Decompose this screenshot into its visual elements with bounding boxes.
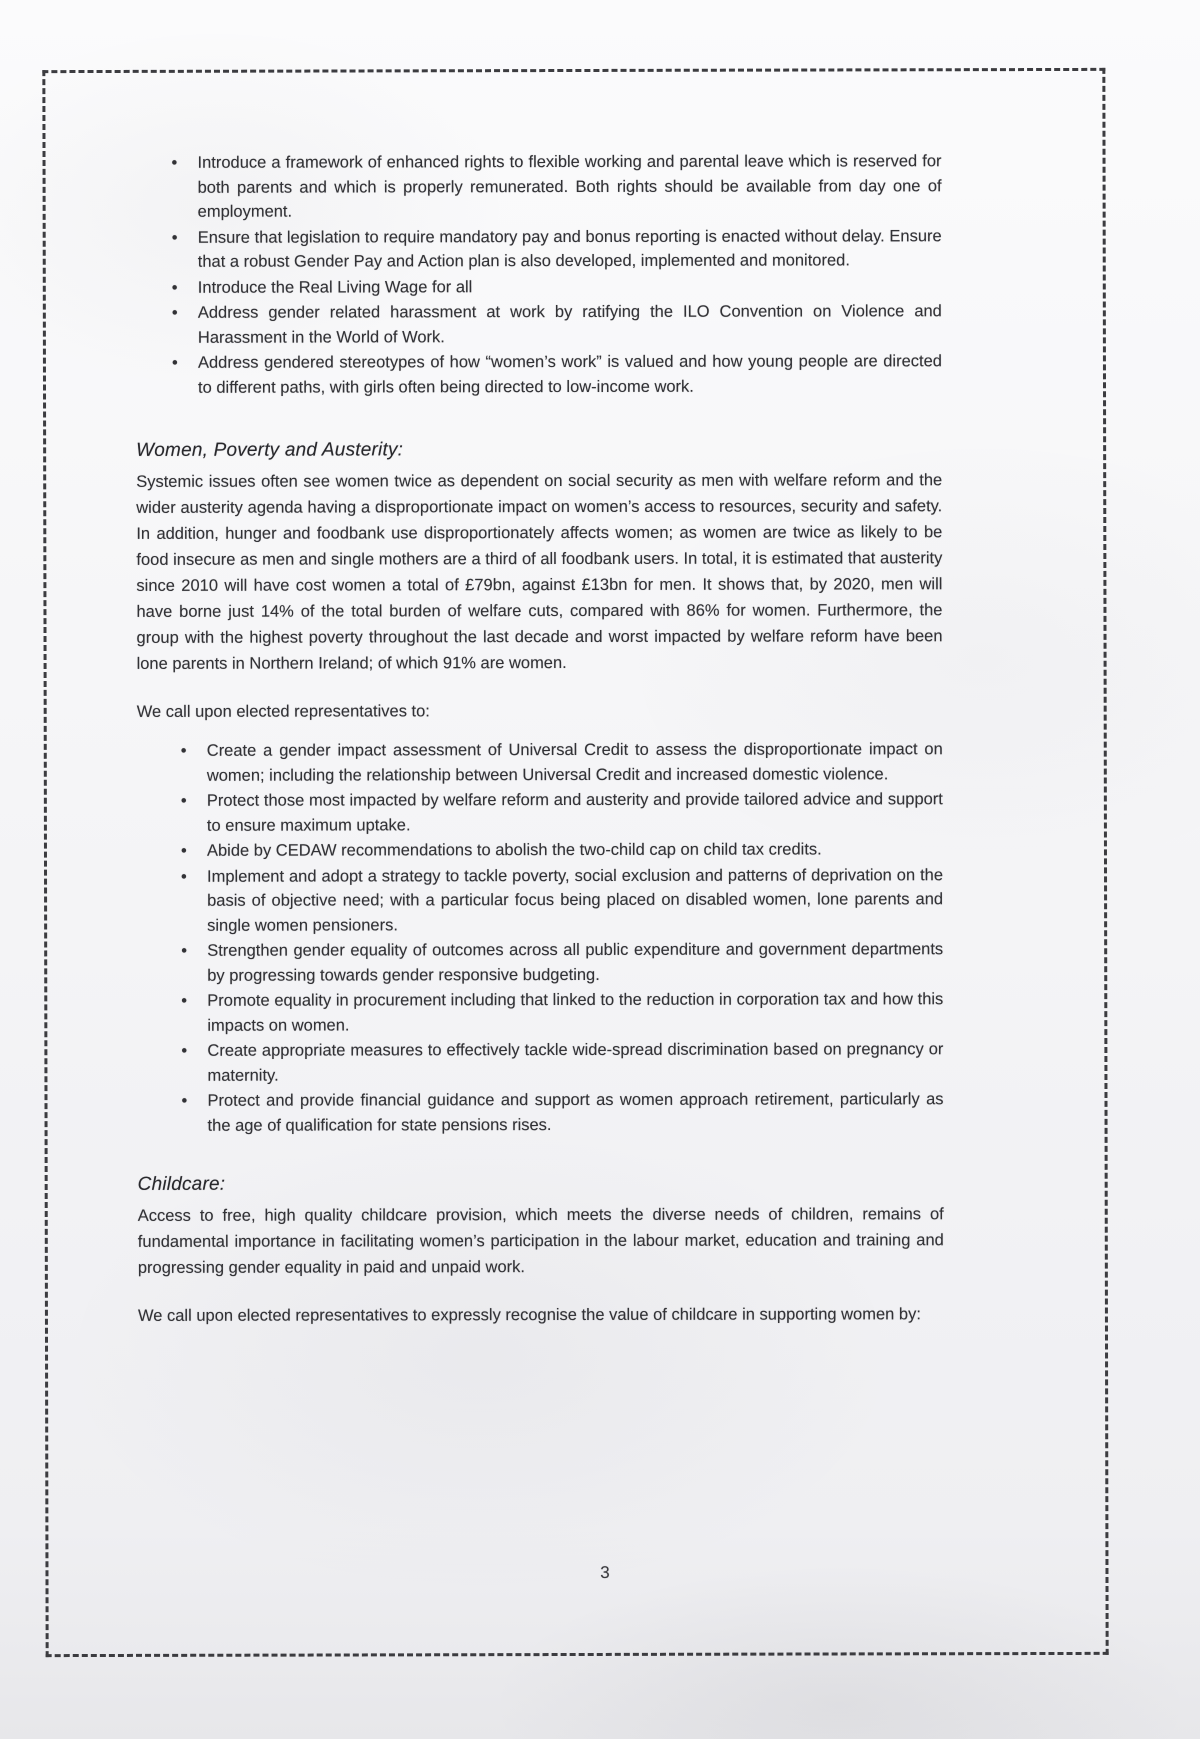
section-heading-poverty: Women, Poverty and Austerity:	[136, 439, 404, 461]
list-item: • Protect and provide financial guidance and support as women approach retirement, particularly as the age of qualification for state pensions rises.	[173, 1087, 943, 1138]
childcare-call-to-action: We call upon elected representatives to expressly recognise the value of childcare in supporting women by:	[137, 1305, 921, 1325]
list-item: • Strengthen gender equality of outcomes across all public expenditure and government departments by progressing towards gender responsive budgeting.	[173, 937, 943, 988]
list-item: • Address gendered stereotypes of how “women’s work” is valued and how young people are directed to different paths, with girls often being directed to low-income work.	[164, 349, 942, 400]
list-item: • Create appropriate measures to effectively tackle wide-spread discrimination based on pregnancy or maternity.	[173, 1037, 943, 1088]
list-item: • Promote equality in procurement including that linked to the reduction in corporation tax and how this impacts on women.	[173, 987, 943, 1038]
page-number: 3	[600, 1562, 610, 1582]
list-item: • Implement and adopt a strategy to tackle poverty, social exclusion and patterns of deprivation on the basis of objective need; with a particular focus being placed on disabled women, lone parents and single women pensioners.	[173, 863, 943, 938]
list-item: • Introduce a framework of enhanced rights to flexible working and parental leave which is reserved for both parents and which is properly remunerated. Both rights should be available from day one of employment.	[164, 149, 942, 224]
poverty-demands-list	[137, 737, 944, 1138]
scanned-page-frame	[42, 68, 1108, 1657]
list-item: • Address gender related harassment at work by ratifying the ILO Convention on Violence and Harassment in the World of Work.	[164, 299, 942, 350]
childcare-paragraph: Access to free, high quality childcare provision, which meets the diverse needs of children, remains of fundamental importance in facilitating women’s participation in the labour market, education and training and progressing gender equality in paid and unpaid work.	[137, 1205, 944, 1277]
section-heading-childcare: Childcare:	[137, 1173, 226, 1195]
list-item: • Introduce the Real Living Wage for all	[164, 274, 942, 300]
employment-demands-list	[136, 149, 943, 400]
list-item: • Protect those most impacted by welfare reform and austerity and provide tailored advice and support to ensure maximum uptake.	[173, 787, 943, 838]
poverty-call-to-action: We call upon elected representatives to:	[136, 702, 430, 721]
list-item: • Ensure that legislation to require mandatory pay and bonus reporting is enacted without delay. Ensure that a robust Gender Pay and Action plan is also developed, implemented and monitored.	[164, 224, 942, 275]
poverty-paragraph: Systemic issues often see women twice as dependent on social security as men with welfare reform and the wider austerity agenda having a disproportionate impact on women’s access to resources, security and safety. In addition, hunger and foodbank use disproportionately affects women; as women are twice as likely to be food insecure as men and single mothers are a third of all foodbank users. In total, it is estimated that austerity since 2010 will have cost women a total of £79bn, against £13bn for men. It shows that, by 2020, men will have borne just 14% of the total burden of welfare cuts, compared with 86% for women. Furthermore, the group with the highest poverty throughout the last decade and worst impacted by welfare reform have been lone parents in Northern Ireland; of which 91% are women.	[136, 471, 943, 673]
list-item: • Create a gender impact assessment of Universal Credit to assess the disproportionate impact on women; including the relationship between Universal Credit and increased domestic violence.	[173, 737, 943, 788]
list-item: • Abide by CEDAW recommendations to abolish the two-child cap on child tax credits.	[173, 837, 943, 863]
